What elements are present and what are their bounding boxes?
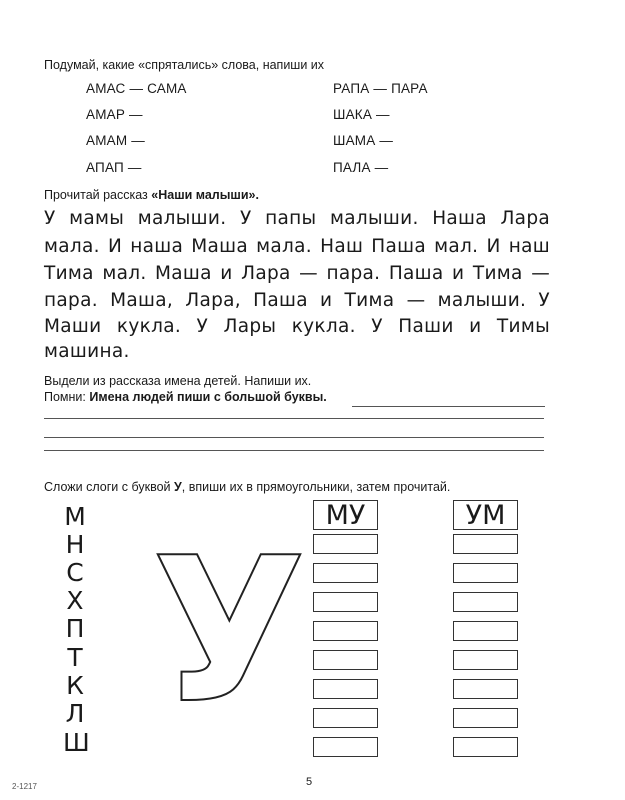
remember-rule: Имена людей пиши с большой буквы. <box>89 390 327 404</box>
task2-instruction <box>44 188 259 202</box>
print-code: 2-1217 <box>12 782 37 791</box>
word-pair-left-1: АМАС — САМА <box>86 81 187 96</box>
syllable-box-header[interactable]: УМ <box>453 500 518 530</box>
syllable-box[interactable] <box>313 592 378 612</box>
story-line-2: мала. И наша Маша мала. Наш Паша мал. И наш <box>44 236 550 257</box>
consonant-letter: П <box>65 614 85 643</box>
story-line-4: пара. Маша, Лара, Паша и Тима — малыши. У <box>44 290 550 311</box>
story-title: «Наши малыши». <box>151 188 259 202</box>
syllable-box[interactable] <box>313 650 378 670</box>
task3-remember <box>44 390 327 404</box>
syllable-box[interactable] <box>453 534 518 554</box>
task3-instruction: Выдели из рассказа имена детей. Напиши их. <box>44 374 312 388</box>
word-pair-right-3: ШАМА — <box>333 133 394 148</box>
story-line-6: машина. <box>44 341 130 362</box>
syllable-box[interactable] <box>453 621 518 641</box>
consonant-letter: Л <box>65 699 85 728</box>
syllable-box[interactable] <box>453 650 518 670</box>
task2-instruction-prefix: Прочитай рассказ <box>44 188 152 202</box>
big-outline-letter: У <box>152 515 307 748</box>
word-pair-right-2: ШАКА — <box>333 107 390 122</box>
writing-line-1[interactable] <box>352 406 545 407</box>
writing-line-4[interactable] <box>44 450 544 451</box>
syllable-box[interactable] <box>453 563 518 583</box>
syllable-box[interactable] <box>453 708 518 728</box>
consonant-letter: Ш <box>63 728 90 757</box>
word-pair-left-3: АМАМ — <box>86 133 145 148</box>
writing-line-2[interactable] <box>44 418 544 419</box>
syllable-box[interactable] <box>313 737 378 757</box>
syllable-box[interactable] <box>453 679 518 699</box>
syllable-box-header[interactable]: МУ <box>313 500 378 530</box>
consonant-letter: Х <box>66 586 84 615</box>
syllable-box[interactable] <box>313 563 378 583</box>
word-pair-left-2: АМАР — <box>86 107 143 122</box>
syllable-box[interactable] <box>313 708 378 728</box>
consonant-letter: С <box>66 558 84 587</box>
consonant-letter: М <box>64 502 86 531</box>
syllable-box[interactable] <box>453 737 518 757</box>
story-line-5: Маши кукла. У Лары кукла. У Паши и Тимы <box>44 316 550 337</box>
syllable-box[interactable] <box>313 679 378 699</box>
consonant-letter: Т <box>67 643 83 672</box>
task4-instruction-letter: У <box>173 480 182 494</box>
consonant-letter: Н <box>65 530 85 559</box>
word-pair-right-4: ПАЛА — <box>333 160 389 175</box>
task4-instruction-suffix: , впиши их в прямоугольники, затем прочитай. <box>181 480 451 494</box>
writing-line-3[interactable] <box>44 437 544 438</box>
word-pair-right-1: РАПА — ПАРА <box>333 81 428 96</box>
page-number: 5 <box>306 776 313 788</box>
syllable-box[interactable] <box>453 592 518 612</box>
task4-instruction <box>44 480 450 494</box>
story-line-3: Тима мал. Маша и Лара — пара. Паша и Тима — <box>44 263 550 284</box>
syllable-box[interactable] <box>313 534 378 554</box>
task1-instruction: Подумай, какие «спрятались» слова, напиши их <box>44 58 325 72</box>
consonant-letter: К <box>66 671 84 700</box>
syllable-box[interactable] <box>313 621 378 641</box>
story-line-1: У мамы малыши. У папы малыши. Наша Лара <box>44 208 550 229</box>
remember-prefix: Помни: <box>44 390 90 404</box>
word-pair-left-4: АПАП — <box>86 160 142 175</box>
task4-instruction-prefix: Сложи слоги с буквой <box>44 480 174 494</box>
